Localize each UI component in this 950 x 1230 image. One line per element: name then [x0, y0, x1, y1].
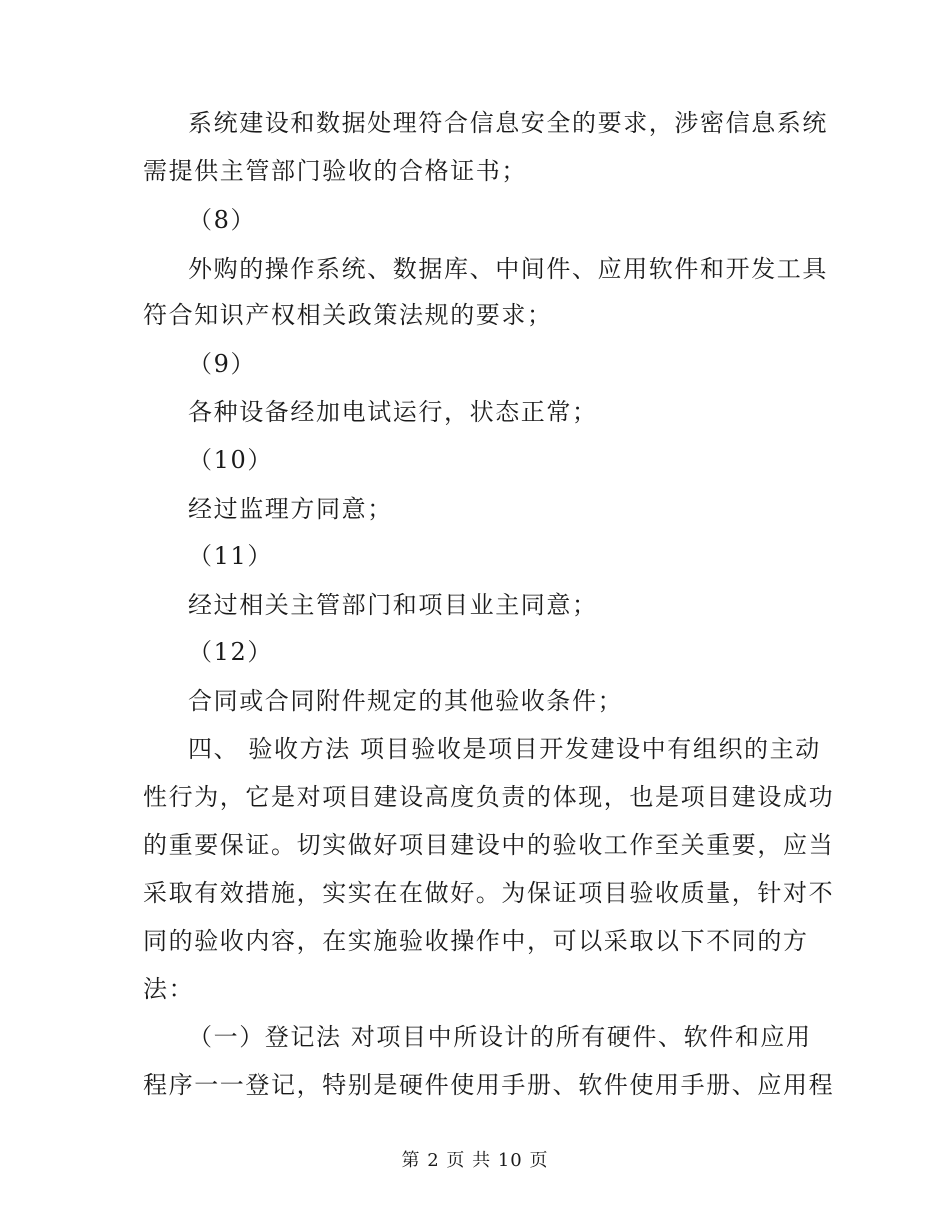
list-number: （9）: [188, 350, 257, 378]
text-line: 的重要保证。切实做好项目建设中的验收工作至关重要，应当: [143, 831, 835, 859]
text-line: 性行为，它是对项目建设高度负责的体现，也是项目建设成功: [143, 783, 835, 811]
text-line: 各种设备经加电试运行，状态正常；: [188, 398, 598, 426]
text-line: 系统建设和数据处理符合信息安全的要求，涉密信息系统: [188, 109, 828, 137]
list-number: （8）: [188, 206, 257, 234]
section-heading-line: 四、 验收方法 项目验收是项目开发建设中有组织的主动: [188, 735, 821, 763]
list-number: （12）: [188, 638, 273, 666]
list-number: （10）: [188, 446, 273, 474]
subsection-heading-line: （一）登记法 对项目中所设计的所有硬件、软件和应用: [188, 1023, 812, 1051]
text-line: 合同或合同附件规定的其他验收条件；: [188, 687, 624, 715]
text-line: 程序一一登记，特别是硬件使用手册、软件使用手册、应用程: [143, 1071, 835, 1099]
page-number-footer: 第 2 页 共 10 页: [401, 1150, 549, 1171]
text-line: 经过相关主管部门和项目业主同意；: [188, 591, 598, 619]
text-line: 需提供主管部门验收的合格证书；: [143, 157, 527, 185]
text-line: 法：: [143, 975, 195, 1003]
text-line: 符合知识产权相关政策法规的要求；: [143, 301, 553, 329]
list-number: （11）: [188, 542, 273, 570]
text-line: 同的验收内容，在实施验收操作中，可以采取以下不同的方: [143, 927, 809, 955]
text-line: 采取有效措施，实实在在做好。为保证项目验收质量，针对不: [143, 879, 835, 907]
text-line: 经过监理方同意；: [188, 495, 393, 523]
text-line: 外购的操作系统、数据库、中间件、应用软件和开发工具: [188, 255, 828, 283]
